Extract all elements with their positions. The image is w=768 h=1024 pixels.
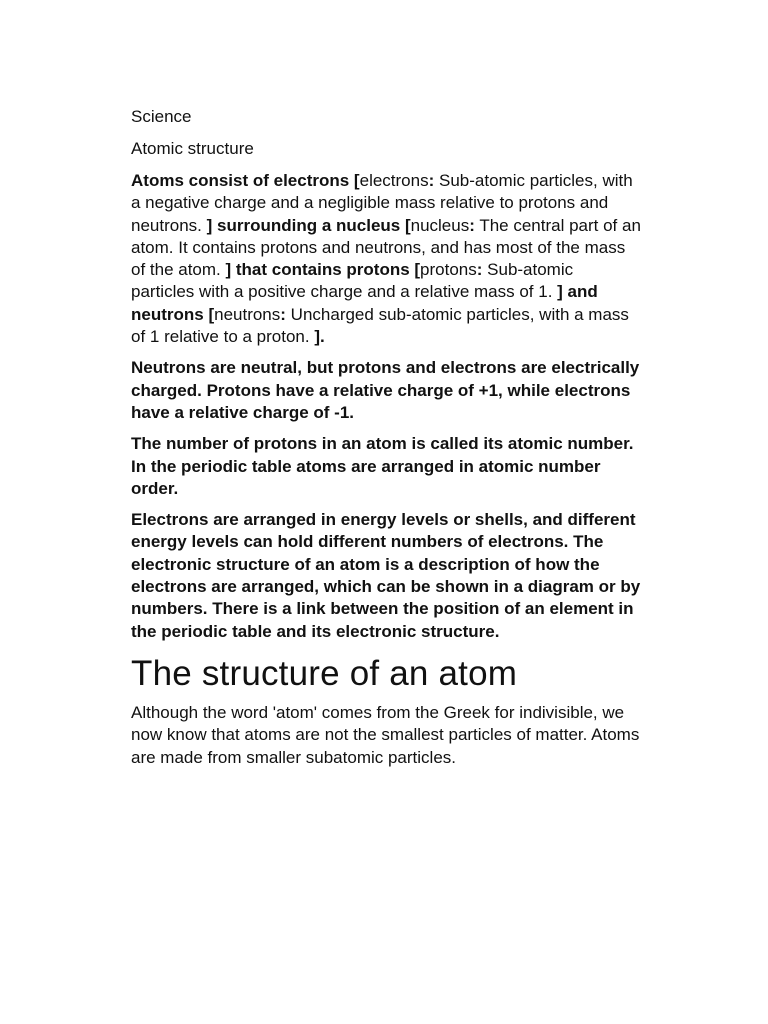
subject-label: Science [131,107,192,126]
definition-text: Sub-atomic particles, with a negative charge and a negligible mass relative to protons and neutrons. [131,171,633,235]
paragraph-atom-origin: Although the word 'atom' comes from the Greek for indivisible, we now know that atoms are not the smallest particles of matter. Atoms are made from smaller subatomic particles. [131,702,640,767]
definition-colon: : [469,215,475,235]
definition-text: Uncharged sub-atomic particles, with a mass of 1 relative to a proton. [131,304,629,347]
paragraph-charges: Neutrons are neutral, but protons and electrons are electrically charged. Protons have a relative charge of +1, while electrons have a relative charge of -1. [131,358,640,422]
definition-term: nucleus [410,215,470,235]
paragraph-energy-levels: Electrons are arranged in energy levels or shells, and different energy levels can hold different numbers of electrons. The electronic structure of an atom is a description of how the electrons are arranged, which can be shown in a diagram or by numbers. There is a link between the position of an element in the periodic table and its electronic structure. [131,510,641,641]
bold-text: ] and neutrons [ [131,282,598,324]
bold-text: ] surrounding a nucleus [ [206,215,411,235]
definition-text: The central part of an atom. It contains protons and neutrons, and has most of the mass of the atom. [131,215,641,280]
bold-text: ]. [314,327,325,347]
definition-term: protons [420,260,477,280]
definition-colon: : [280,304,286,324]
section-heading: The structure of an atom [131,653,518,693]
definition-colon: : [428,171,435,190]
bold-text: Atoms consist of electrons [ [131,171,360,190]
paragraph-atomic-number: The number of protons in an atom is called its atomic number. In the periodic table atoms are arranged in atomic number order. [131,434,634,498]
topic-label: Atomic structure [131,139,254,158]
document-page [131,106,641,778]
definition-term: electrons [359,171,429,190]
definition-text: Sub-atomic particles with a positive charge and a relative mass of 1. [131,260,574,302]
paragraph-atom-composition [131,170,641,348]
definition-colon: : [476,260,483,280]
bold-text: ] that contains protons [ [225,260,421,280]
definition-term: neutrons [214,304,281,324]
